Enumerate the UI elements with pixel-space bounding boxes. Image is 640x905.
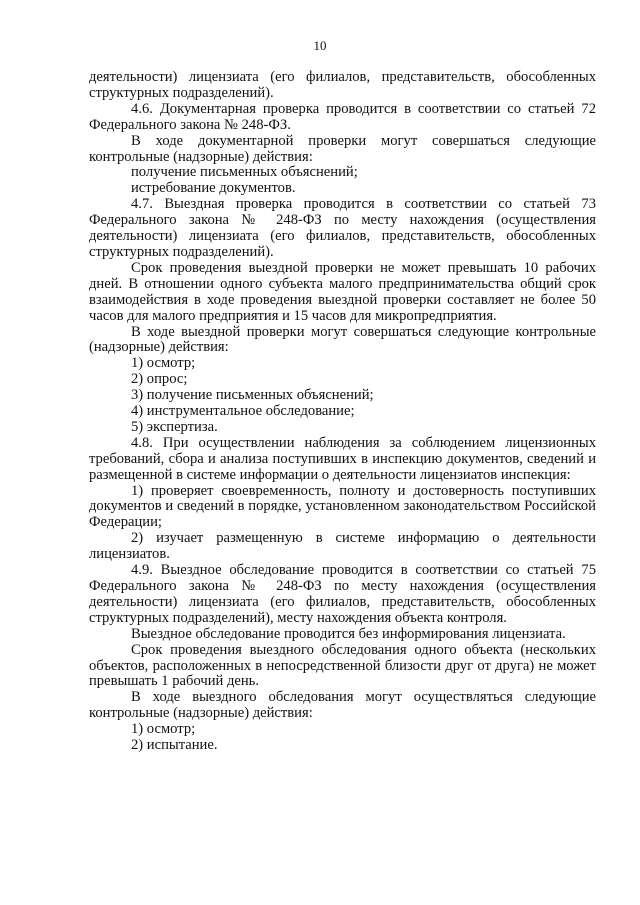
list-item: 1) осмотр; — [131, 355, 196, 372]
list-item: 5) экспертиза. — [131, 418, 218, 435]
list-item: 2) изучает размещенную в системе информацию о деятельности лицензиатов. — [89, 530, 596, 563]
list-item: получение письменных объяснений; — [131, 164, 358, 181]
paragraph-onsite-term: Срок проведения выездной проверки не может превышать 10 рабочих дней. В отношении одного субъекта малого предпринимательства общий срок взаимодействия в ходе проведения выездной проверки составляет не более 50 часов для малого предприятия и 15 часов для микропредприятия. — [89, 259, 596, 324]
list-item: 2) испытание. — [131, 737, 218, 754]
list-item: 1) проверяет своевременность, полноту и достоверность поступивших документов и сведений в порядке, установленном законодательством Российской Федерации; — [89, 482, 596, 531]
paragraph-survey-actions: В ходе выездного обследования могут осуществляться следующие контрольные (надзорные) действия: — [89, 689, 596, 722]
paragraph-4-9: 4.9. Выездное обследование проводится в соответствии со статьей 75 Федерального закона № 248-ФЗ по месту нахождения (осуществления деятельности) лицензиата (его филиалов, представительств, обособленных структурных подразделений), месту нахождения объекта контроля. — [89, 562, 596, 626]
paragraph-survey-term: Срок проведения выездного обследования одного объекта (нескольких объектов, расположенных в непосредственной близости друг от друга) не может превышать 1 рабочий день. — [89, 641, 596, 690]
document-body — [89, 70, 596, 754]
paragraph-onsite-actions: В ходе выездной проверки могут совершаться следующие контрольные (надзорные) действия: — [89, 323, 596, 356]
paragraph-4-8: 4.8. При осуществлении наблюдения за соблюдением лицензионных требований, сбора и анализа поступивших в инспекцию документов, сведений и размещенной в системе информации о деятельности лицензиатов инспекция: — [89, 434, 596, 483]
list-item: 2) опрос; — [131, 371, 188, 388]
list-item: 3) получение письменных объяснений; — [131, 387, 374, 404]
list-item: 4) инструментальное обследование; — [131, 403, 355, 420]
paragraph-documentary-actions: В ходе документарной проверки могут совершаться следующие контрольные (надзорные) действия: — [89, 132, 596, 165]
page-number: 10 — [313, 38, 327, 53]
list-item: 1) осмотр; — [131, 721, 196, 738]
paragraph-4-6: 4.6. Документарная проверка проводится в соответствии со статьей 72 Федерального закона № 248-ФЗ. — [89, 100, 596, 133]
paragraph-no-notice: Выездное обследование проводится без информирования лицензиата. — [131, 625, 566, 642]
paragraph-continuation: деятельности) лицензиата (его филиалов, представительств, обособленных структурных подразделений). — [89, 69, 596, 101]
list-item: истребование документов. — [131, 180, 296, 197]
paragraph-4-7: 4.7. Выездная проверка проводится в соответствии со статьей 73 Федерального закона № 248-ФЗ по месту нахождения (осуществления деятельности) лицензиата (его филиалов, представительств, обособленных структурных подразделений). — [89, 196, 596, 260]
